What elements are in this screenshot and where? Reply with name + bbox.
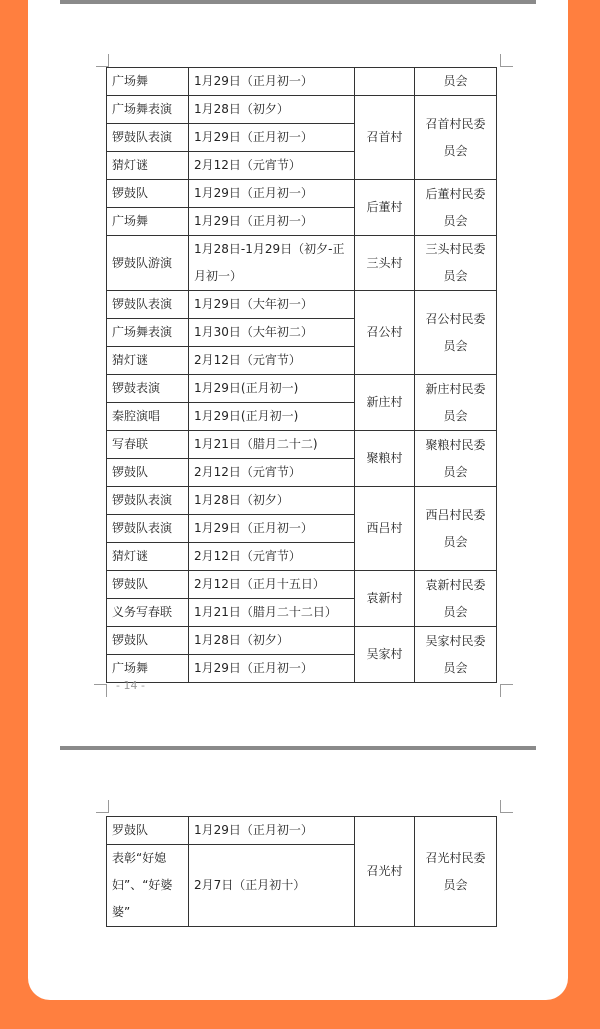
date-cell: 1月28日-1月29日（初夕-正 月初一） <box>189 236 355 291</box>
activity-cell: 锣鼓队 <box>107 627 189 655</box>
activity-cell: 锣鼓队游演 <box>107 236 189 291</box>
activity-cell: 锣鼓队表演 <box>107 487 189 515</box>
date-cell: 1月28日（初夕） <box>189 627 355 655</box>
table-row <box>107 817 497 845</box>
date-cell: 1月29日（大年初一） <box>189 291 355 319</box>
activity-cell: 表彰“好媳 妇”、“好婆 婆” <box>107 845 189 927</box>
activity-cell: 广场舞 <box>107 208 189 236</box>
organizer-cell: 袁新村民委 员会 <box>415 571 497 627</box>
organizer-cell: 西吕村民委 员会 <box>415 487 497 571</box>
activity-cell: 锣鼓队 <box>107 180 189 208</box>
activity-cell: 锣鼓队表演 <box>107 124 189 152</box>
village-cell: 召首村 <box>355 96 415 180</box>
date-cell: 2月7日（正月初十） <box>189 845 355 927</box>
crop-mark <box>94 684 107 697</box>
date-cell: 1月29日(正月初一) <box>189 375 355 403</box>
date-cell: 1月29日（正月初一） <box>189 124 355 152</box>
table-row <box>107 68 497 96</box>
organizer-cell: 三头村民委 员会 <box>415 236 497 291</box>
crop-mark <box>96 54 109 67</box>
activity-cell: 写春联 <box>107 431 189 459</box>
document-card <box>28 0 568 1000</box>
activity-table-page2 <box>106 816 497 927</box>
activity-cell: 锣鼓队 <box>107 571 189 599</box>
activity-cell: 猜灯谜 <box>107 152 189 180</box>
table-row <box>107 431 497 459</box>
crop-mark <box>500 800 513 813</box>
organizer-cell: 召公村民委 员会 <box>415 291 497 375</box>
village-cell <box>355 68 415 96</box>
date-cell: 1月21日（腊月二十二日） <box>189 599 355 627</box>
crop-mark <box>500 684 513 697</box>
organizer-cell: 召首村民委 员会 <box>415 96 497 180</box>
activity-cell: 义务写春联 <box>107 599 189 627</box>
organizer-cell: 新庄村民委 员会 <box>415 375 497 431</box>
activity-cell: 猜灯谜 <box>107 543 189 571</box>
crop-mark <box>500 54 513 67</box>
date-cell: 1月29日（正月初一） <box>189 515 355 543</box>
date-cell: 1月29日（正月初一） <box>189 68 355 96</box>
activity-cell: 锣鼓队表演 <box>107 515 189 543</box>
village-cell: 召光村 <box>355 817 415 927</box>
activity-cell: 锣鼓表演 <box>107 375 189 403</box>
table-row <box>107 571 497 599</box>
table-row <box>107 236 497 291</box>
date-cell: 1月30日（大年初二） <box>189 319 355 347</box>
date-cell: 2月12日（正月十五日） <box>189 571 355 599</box>
activity-cell: 广场舞表演 <box>107 319 189 347</box>
table-row <box>107 487 497 515</box>
village-cell: 新庄村 <box>355 375 415 431</box>
village-cell: 西吕村 <box>355 487 415 571</box>
village-cell: 吴家村 <box>355 627 415 683</box>
village-cell: 后董村 <box>355 180 415 236</box>
date-cell: 1月29日(正月初一) <box>189 403 355 431</box>
table-row <box>107 627 497 655</box>
activity-cell: 罗鼓队 <box>107 817 189 845</box>
activity-cell: 秦腔演唱 <box>107 403 189 431</box>
date-cell: 1月29日（正月初一） <box>189 208 355 236</box>
activity-table-page1 <box>106 67 497 683</box>
date-cell: 2月12日（元宵节） <box>189 152 355 180</box>
date-cell: 1月28日（初夕） <box>189 487 355 515</box>
date-cell: 1月29日（正月初一） <box>189 655 355 683</box>
date-cell: 2月12日（元宵节） <box>189 459 355 487</box>
activity-cell: 锣鼓队 <box>107 459 189 487</box>
organizer-cell: 后董村民委 员会 <box>415 180 497 236</box>
village-cell: 三头村 <box>355 236 415 291</box>
organizer-cell: 召光村民委 员会 <box>415 817 497 927</box>
page-top-divider <box>60 0 536 4</box>
table-row <box>107 375 497 403</box>
date-cell: 1月29日（正月初一） <box>189 180 355 208</box>
village-cell: 召公村 <box>355 291 415 375</box>
page-break-divider <box>60 746 536 750</box>
date-cell: 2月12日（元宵节） <box>189 347 355 375</box>
organizer-cell: 员会 <box>415 68 497 96</box>
date-cell: 1月28日（初夕） <box>189 96 355 124</box>
crop-mark <box>96 800 109 813</box>
page-number: - 14 - <box>116 679 145 692</box>
table-row <box>107 291 497 319</box>
village-cell: 袁新村 <box>355 571 415 627</box>
date-cell: 2月12日（元宵节） <box>189 543 355 571</box>
activity-cell: 猜灯谜 <box>107 347 189 375</box>
date-cell: 1月29日（正月初一） <box>189 817 355 845</box>
organizer-cell: 吴家村民委 员会 <box>415 627 497 683</box>
activity-cell: 广场舞 <box>107 655 189 683</box>
activity-cell: 广场舞表演 <box>107 96 189 124</box>
table-row <box>107 96 497 124</box>
table-row <box>107 180 497 208</box>
organizer-cell: 聚粮村民委 员会 <box>415 431 497 487</box>
activity-cell: 锣鼓队表演 <box>107 291 189 319</box>
village-cell: 聚粮村 <box>355 431 415 487</box>
date-cell: 1月21日（腊月二十二) <box>189 431 355 459</box>
activity-cell: 广场舞 <box>107 68 189 96</box>
